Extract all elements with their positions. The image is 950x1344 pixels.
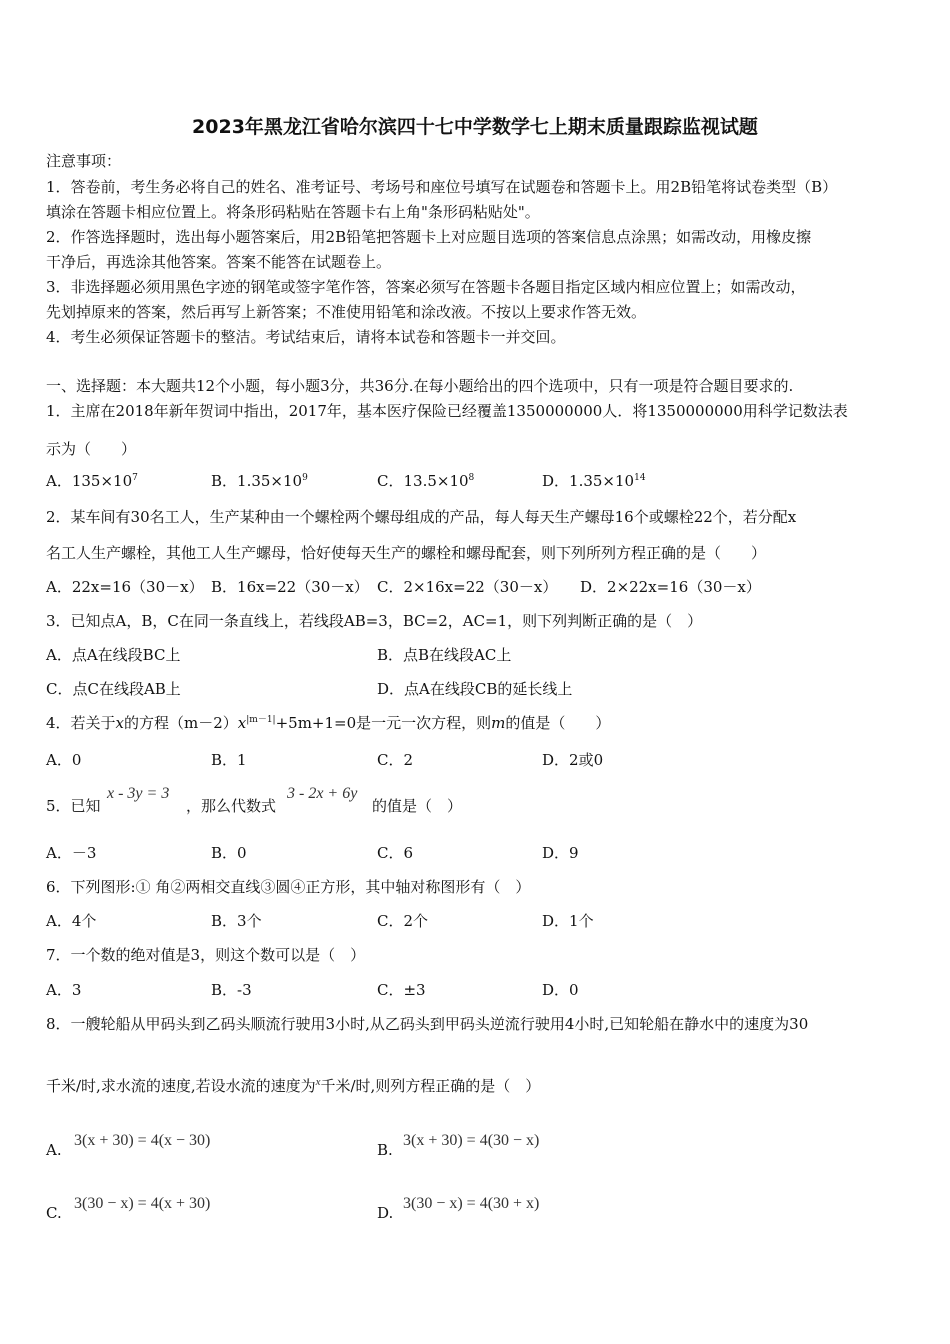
q4-option-b[interactable]: B．1 — [211, 751, 247, 769]
q8-option-b[interactable]: B. — [377, 1141, 393, 1159]
notice-line: 1．答卷前，考生务必将自己的姓名、准考证号、考场号和座位号填写在试题卷和答题卡上。用2B铅笔将试卷类型（B） — [46, 178, 838, 196]
question-5-expr1: x - 3y = 3 — [107, 785, 170, 802]
q8-option-d-expr: 3(30 − x) = 4(30 + x) — [403, 1195, 540, 1212]
question-8-stem-cont: 千米/时,求水流的速度,若设水流的速度为$^x$千米/时,则列方程正确的是（ ） — [46, 1076, 541, 1095]
q5-option-c[interactable]: C．6 — [377, 844, 414, 862]
question-8-stem: 8．一艘轮船从甲码头到乙码头顺流行驶用3小时,从乙码头到甲码头逆流行驶用4小时,已知轮船在静水中的速度为30 — [46, 1015, 809, 1033]
q5-option-b[interactable]: B．0 — [211, 844, 247, 862]
question-1-stem: 1．主席在2018年新年贺词中指出，2017年，基本医疗保险已经覆盖1350000000人．将1350000000用科学记数法表 — [46, 402, 848, 420]
q3-option-c[interactable]: C．点C在线段AB上 — [46, 680, 181, 698]
q8-option-a[interactable]: A. — [46, 1141, 62, 1159]
notice-line: 干净后，再选涂其他答案。答案不能答在试题卷上。 — [46, 253, 392, 271]
q6-option-a[interactable]: A．4个 — [46, 912, 97, 930]
question-3-stem: 3．已知点A，B，C在同一条直线上，若线段AB=3，BC=2，AC=1，则下列判断正确的是（ ） — [46, 612, 703, 630]
q2-option-d[interactable]: D．2×22x=16（30－x） — [580, 578, 761, 596]
q1-option-d[interactable]: D．$1.35\times 10^{14}$ — [542, 472, 646, 490]
q6-option-d[interactable]: D．1个 — [542, 912, 594, 930]
q7-option-b[interactable]: B．-3 — [211, 981, 252, 999]
q1-option-a[interactable]: A．$135\times 10^7$ — [46, 472, 138, 490]
question-6-stem: 6．下列图形:① 角②两相交直线③圆④正方形，其中轴对称图形有（ ） — [46, 878, 531, 896]
question-4-stem: 4．若关于x的方程$(m-2)x^{|m-1|}+5m+1=0$是一元一次方程，则m的值是（ ） — [46, 714, 611, 732]
q8-option-a-expr: 3(x + 30) = 4(x − 30) — [74, 1132, 211, 1149]
question-5-stem-post: 的值是（ ） — [372, 797, 463, 815]
q6-option-c[interactable]: C．2个 — [377, 912, 429, 930]
q7-option-d[interactable]: D．0 — [542, 981, 579, 999]
question-5-stem-mid: ，那么代数式 — [186, 797, 277, 815]
question-1-stem-cont: 示为（ ） — [46, 440, 137, 458]
q4-option-c[interactable]: C．2 — [377, 751, 414, 769]
q8-option-c[interactable]: C. — [46, 1204, 62, 1222]
notice-line: 3．非选择题必须用黑色字迹的钢笔或签字笔作答，答案必须写在答题卡各题目指定区域内相应位置上；如需改动， — [46, 278, 806, 296]
section-heading: 一、选择题：本大题共12个小题，每小题3分，共36分.在每小题给出的四个选项中，只有一项是符合题目要求的. — [46, 377, 794, 395]
q7-option-c[interactable]: C．±3 — [377, 981, 426, 999]
q1-option-c[interactable]: C．$13.5\times 10^8$ — [377, 472, 475, 490]
notice-line: 填涂在答题卡相应位置上。将条形码粘贴在答题卡右上角"条形码粘贴处"。 — [46, 203, 540, 221]
page-title: 2023年黑龙江省哈尔滨四十七中学数学七上期末质量跟踪监视试题 — [192, 116, 758, 138]
q2-option-b[interactable]: B．16x=22（30－x） — [211, 578, 369, 596]
question-2-stem: 2．某车间有30名工人，生产某种由一个螺栓两个螺母组成的产品，每人每天生产螺母16个或螺栓22个，若分配x — [46, 508, 797, 526]
q4-option-a[interactable]: A．0 — [46, 751, 82, 769]
q8-option-c-expr: 3(30 − x) = 4(x + 30) — [74, 1195, 211, 1212]
q6-option-b[interactable]: B．3个 — [211, 912, 262, 930]
q7-option-a[interactable]: A．3 — [46, 981, 82, 999]
q2-option-a[interactable]: A．22x=16（30－x） — [46, 578, 204, 596]
notice-line: 先划掉原来的答案，然后再写上新答案；不准使用铅笔和涂改液。不按以上要求作答无效。 — [46, 303, 647, 321]
q4-option-d[interactable]: D．2或0 — [542, 751, 604, 769]
notice-line: 2．作答选择题时，选出每小题答案后，用2B铅笔把答题卡上对应题目选项的答案信息点涂黑；如需改动，用橡皮擦 — [46, 228, 812, 246]
q3-option-d[interactable]: D．点A在线段CB的延长线上 — [377, 680, 573, 698]
q5-option-a[interactable]: A．－3 — [46, 844, 97, 862]
q5-option-d[interactable]: D．9 — [542, 844, 579, 862]
q8-option-d[interactable]: D. — [377, 1204, 394, 1222]
q3-option-a[interactable]: A．点A在线段BC上 — [46, 646, 181, 664]
question-5-stem-pre: 5．已知 — [46, 797, 101, 815]
q3-option-b[interactable]: B．点B在线段AC上 — [377, 646, 512, 664]
notice-heading: 注意事项： — [46, 152, 122, 170]
q1-option-b[interactable]: B．$1.35\times 10^9$ — [211, 472, 308, 490]
q8-option-b-expr: 3(x + 30) = 4(30 − x) — [403, 1132, 540, 1149]
question-7-stem: 7．一个数的绝对值是3，则这个数可以是（ ） — [46, 946, 366, 964]
question-5-expr2: 3 - 2x + 6y — [287, 785, 358, 802]
notice-line: 4．考生必须保证答题卡的整洁。考试结束后，请将本试卷和答题卡一并交回。 — [46, 328, 566, 346]
question-2-stem-cont: 名工人生产螺栓，其他工人生产螺母，恰好使每天生产的螺栓和螺母配套，则下列所列方程正确的是（ ） — [46, 544, 767, 562]
q2-option-c[interactable]: C．2×16x=22（30－x） — [377, 578, 558, 596]
